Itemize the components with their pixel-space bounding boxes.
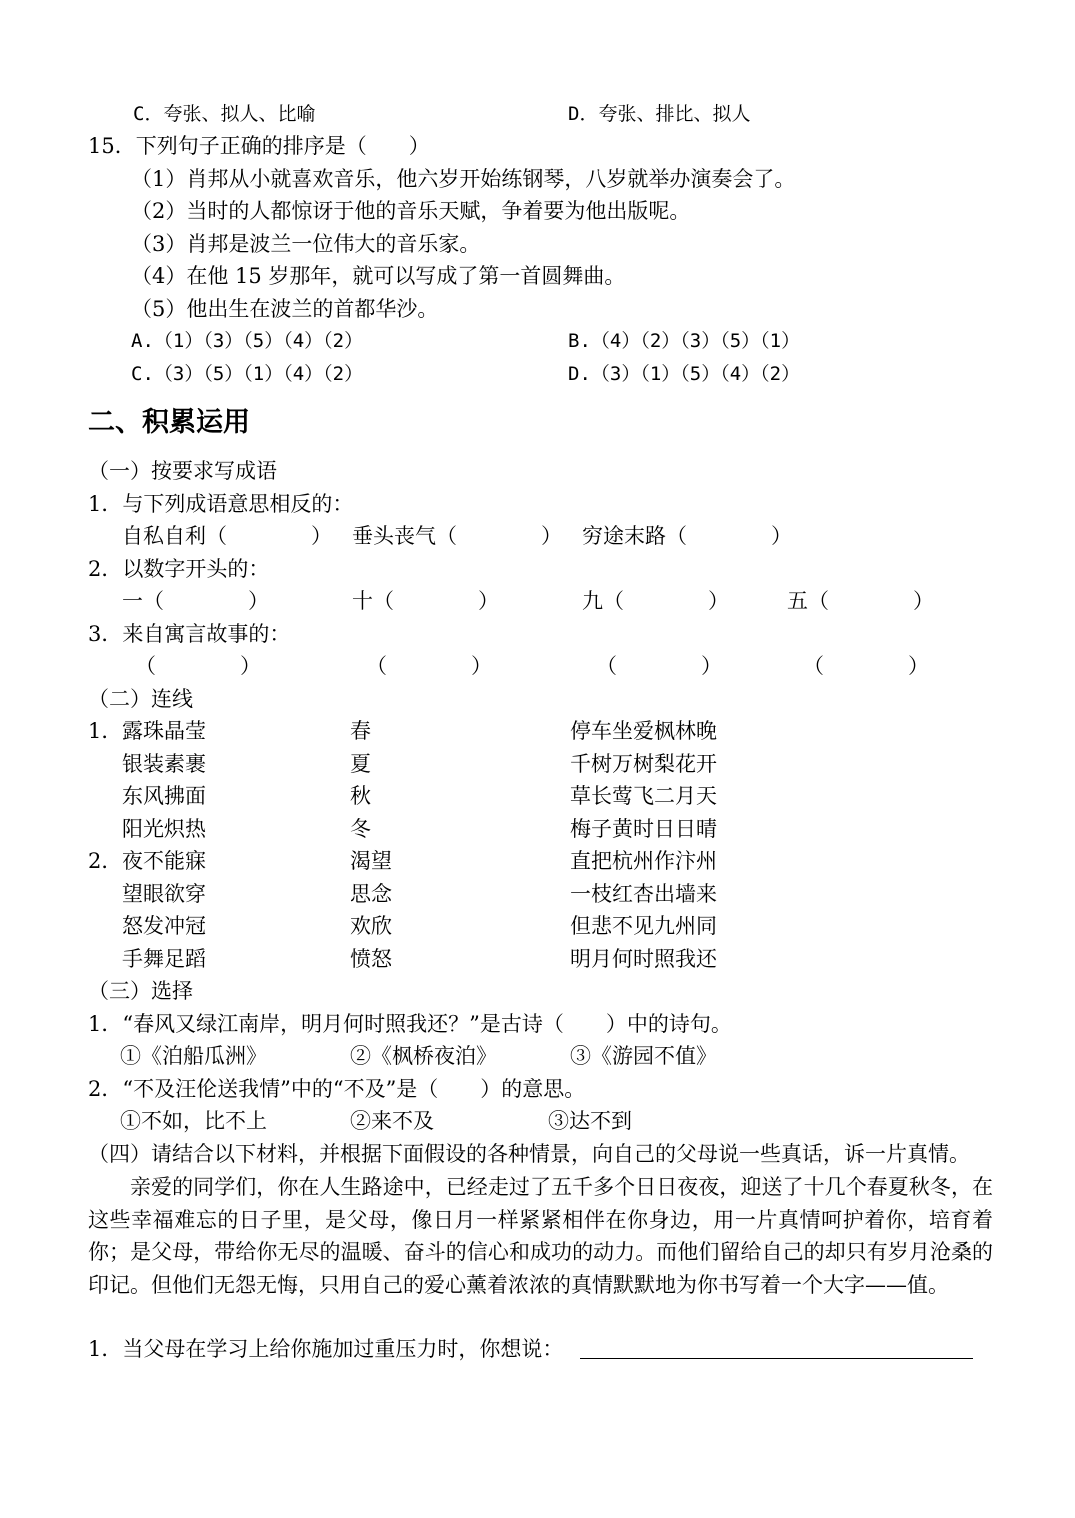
q15-stem: 15．下列句子正确的排序是（ ） bbox=[88, 134, 430, 158]
match-middle-item: 欢欣 bbox=[350, 914, 392, 938]
part3-q1-option-2: ②《枫桥夜泊》 bbox=[350, 1044, 497, 1068]
match-left-item: 夜不能寐 bbox=[122, 849, 206, 873]
part2-heading: （二）连线 bbox=[88, 687, 193, 711]
q14-option-d: D．夸张、排比、拟人 bbox=[568, 103, 751, 125]
match-middle-item: 思念 bbox=[350, 882, 392, 906]
number-idiom-blank-3: 九（ ） bbox=[582, 589, 729, 613]
part4-heading: （四）请结合以下材料，并根据下面假设的各种情景，向自己的父母说一些真话，诉一片真情。 bbox=[88, 1142, 970, 1166]
part1-q1: 1．与下列成语意思相反的： bbox=[88, 492, 354, 516]
q15-option-b: B.（4）（2）（3）（5）（1） bbox=[568, 330, 801, 352]
match-middle-item: 秋 bbox=[350, 784, 371, 808]
q15-sentence-2: （2）当时的人都惊讶于他的音乐天赋，争着要为他出版呢。 bbox=[131, 199, 691, 223]
number-idiom-blank-1: 一（ ） bbox=[122, 589, 269, 613]
q15-sentence-5: （5）他出生在波兰的首都华沙。 bbox=[131, 297, 439, 321]
part1-q3: 3．来自寓言故事的： bbox=[88, 622, 291, 646]
part3-heading: （三）选择 bbox=[88, 979, 193, 1003]
match-middle-item: 夏 bbox=[350, 752, 371, 776]
match-left-item: 望眼欲穿 bbox=[122, 882, 206, 906]
q15-sentence-1: （1）肖邦从小就喜欢音乐，他六岁开始练钢琴，八岁就举办演奏会了。 bbox=[131, 167, 796, 191]
fable-idiom-blank-4: （ ） bbox=[803, 654, 929, 678]
match-middle-item: 冬 bbox=[350, 817, 371, 841]
part3-q1-option-3: ③《游园不值》 bbox=[570, 1044, 717, 1068]
match-left-item: 手舞足蹈 bbox=[122, 947, 206, 971]
part3-q1-option-1: ①《泊船瓜洲》 bbox=[120, 1044, 267, 1068]
match-middle-item: 渴望 bbox=[350, 849, 392, 873]
antonym-blank-1: 自私自利（ ） bbox=[122, 524, 332, 548]
section-title: 二、积累运用 bbox=[88, 407, 250, 438]
match-left-item: 阳光炽热 bbox=[122, 817, 206, 841]
q14-option-c: C．夸张、拟人、比喻 bbox=[133, 103, 316, 125]
antonym-blank-2: 垂头丧气（ ） bbox=[352, 524, 562, 548]
q15-option-d: D.（3）（1）（5）（4）（2） bbox=[568, 363, 801, 385]
part3-q2-option-2: ②来不及 bbox=[350, 1109, 434, 1133]
match-right-item: 千树万树梨花开 bbox=[570, 752, 717, 776]
match-left-item: 银装素裹 bbox=[122, 752, 206, 776]
match-right-item: 停车坐爱枫林晚 bbox=[570, 719, 717, 743]
match-left-item: 怒发冲冠 bbox=[122, 914, 206, 938]
match-right-item: 直把杭州作汴州 bbox=[570, 849, 717, 873]
part3-q2-option-3: ③达不到 bbox=[548, 1109, 632, 1133]
part3-q2-option-1: ①不如，比不上 bbox=[120, 1109, 267, 1133]
part4-passage: 亲爱的同学们，你在人生路途中，已经走过了五千多个日日夜夜，迎送了十几个春夏秋冬，在这些幸福难忘的日子里，是父母，像日月一样紧紧相伴在你身边，用一片真情呵护着你，培育着你；是父母，带给你无尽的温暖、奋斗的信心和成功的动力。而他们留给自己的却只有岁月沧桑的印记。但他们无怨无悔，只用自己的爱心薰着浓浓的真情默默地为你书写着一个大字——值。 bbox=[88, 1175, 993, 1297]
match-middle-item: 春 bbox=[350, 719, 371, 743]
match-left-item: 东风拂面 bbox=[122, 784, 206, 808]
match-middle-item: 愤怒 bbox=[350, 947, 392, 971]
match-right-item: 草长莺飞二月天 bbox=[570, 784, 717, 808]
q15-option-a: A.（1）（3）（5）（4）（2） bbox=[131, 330, 364, 352]
part3-q2: 2．“不及汪伦送我情”中的“不及”是（ ）的意思。 bbox=[88, 1077, 586, 1101]
part1-heading: （一）按要求写成语 bbox=[88, 459, 277, 483]
number-idiom-blank-4: 五（ ） bbox=[787, 589, 934, 613]
match-right-item: 但悲不见九州同 bbox=[570, 914, 717, 938]
fable-idiom-blank-3: （ ） bbox=[596, 654, 722, 678]
match-group2-number: 2． bbox=[88, 849, 123, 873]
part3-q1: 1．“春风又绿江南岸，明月何时照我还？”是古诗（ ）中的诗句。 bbox=[88, 1012, 732, 1036]
antonym-blank-3: 穷途末路（ ） bbox=[582, 524, 792, 548]
part1-q2: 2．以数字开头的： bbox=[88, 557, 270, 581]
match-left-item: 露珠晶莹 bbox=[122, 719, 206, 743]
q15-option-c: C.（3）（5）（1）（4）（2） bbox=[131, 363, 364, 385]
fable-idiom-blank-1: （ ） bbox=[135, 654, 261, 678]
match-right-item: 梅子黄时日日晴 bbox=[570, 817, 717, 841]
answer-line[interactable] bbox=[580, 1358, 973, 1359]
match-right-item: 明月何时照我还 bbox=[570, 947, 717, 971]
number-idiom-blank-2: 十（ ） bbox=[352, 589, 499, 613]
q15-sentence-4: （4）在他 15 岁那年，就可以写成了第一首圆舞曲。 bbox=[131, 264, 626, 288]
match-right-item: 一枝红杏出墙来 bbox=[570, 882, 717, 906]
part4-q1: 1．当父母在学习上给你施加过重压力时，你想说： bbox=[88, 1337, 564, 1361]
fable-idiom-blank-2: （ ） bbox=[366, 654, 492, 678]
q15-sentence-3: （3）肖邦是波兰一位伟大的音乐家。 bbox=[131, 232, 481, 256]
match-group1-number: 1． bbox=[88, 719, 123, 743]
